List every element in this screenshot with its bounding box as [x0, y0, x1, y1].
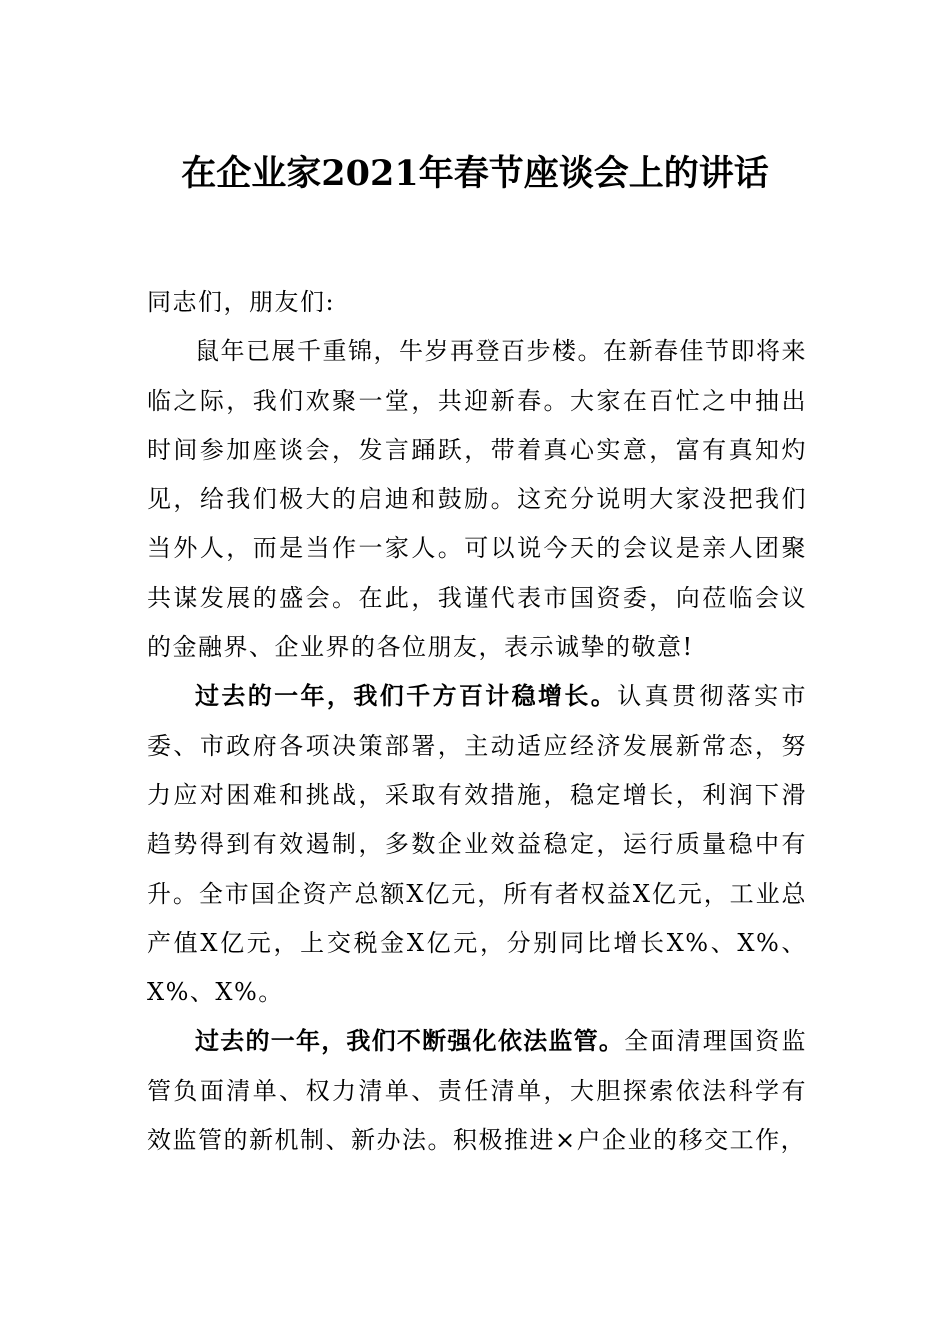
paragraph-lead-heading: 过去的一年，我们千方百计稳增长。	[195, 682, 618, 711]
paragraph-opening	[147, 327, 807, 672]
paragraph-text: 鼠年已展千重锦，牛岁再登百步楼。在新春佳节即将来临之际，我们欢聚一堂，共迎新春。大家在百忙之中抽出时间参加座谈会，发言踊跃，带着真心实意，富有真知灼见，给我们极大的启迪和鼓励。这充分说明大家没把我们当外人，而是当作一家人。可以说今天的会议是亲人团聚共谋发展的盛会。在此，我谨代表市国资委，向莅临会议的金融界、企业界的各位朋友，表示诚挚的敬意!	[147, 337, 807, 662]
document-title: 在企业家2021年春节座谈会上的讲话	[181, 153, 769, 194]
paragraph-supervision	[147, 1017, 807, 1165]
salutation: 同志们，朋友们:	[147, 288, 336, 316]
paragraph-lead-heading: 过去的一年，我们不断强化依法监管。	[195, 1027, 625, 1056]
paragraph-text: 认真贯彻落实市委、市政府各项决策部署，主动适应经济发展新常态，努力应对困难和挑战，采取有效措施，稳定增长，利润下滑趋势得到有效遏制，多数企业效益稳定，运行质量稳中有升。全市国企资产总额X亿元，所有者权益X亿元，工业总产值X亿元，上交税金X亿元，分别同比增长X%、X%、X%、X%。	[147, 682, 808, 1007]
document-body	[147, 278, 807, 1165]
paragraph-growth	[147, 672, 807, 1017]
paragraph-text: 全面清理国资监管负面清单、权力清单、责任清单，大胆探索依法科学有效监管的新机制、新办法。积极推进×户企业的移交工作，	[147, 1027, 808, 1155]
